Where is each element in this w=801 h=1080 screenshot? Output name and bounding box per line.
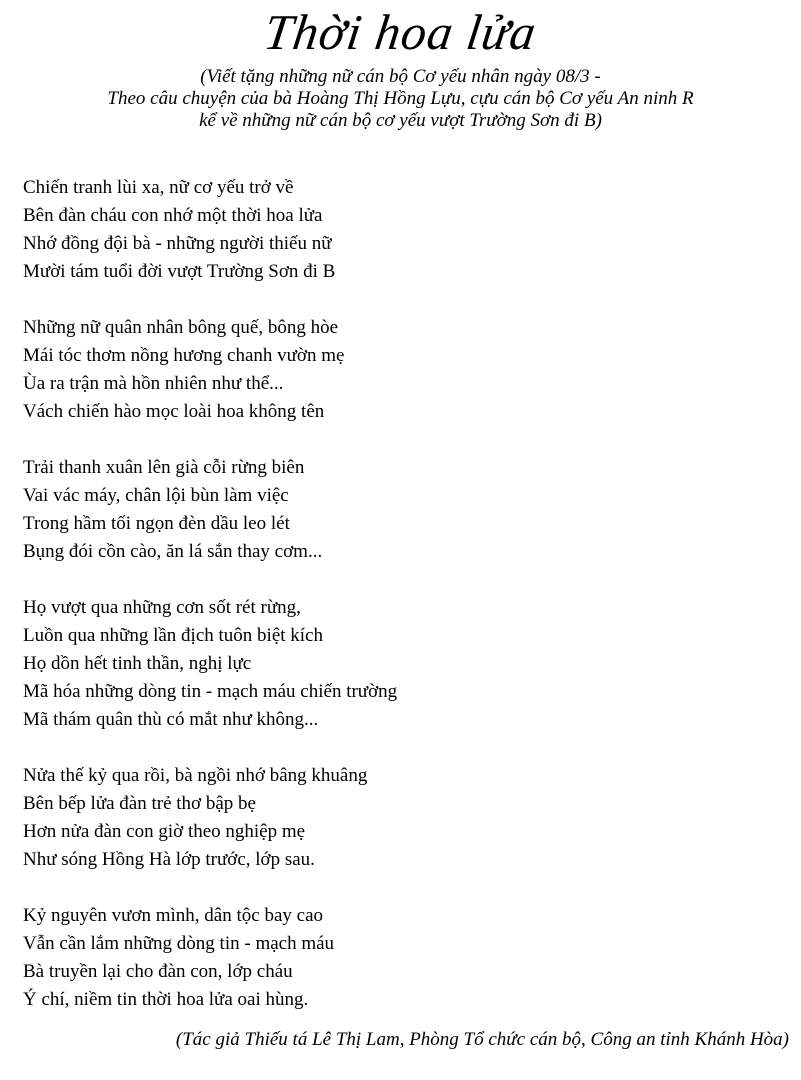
stanza [23, 174, 783, 286]
poem-body [23, 174, 783, 1042]
verse-line: Những nữ quân nhân bông quế, bông hòe [23, 317, 339, 338]
verse-line: Bên bếp lửa đàn trẻ thơ bập bẹ [23, 793, 256, 814]
verse-line: Chiến tranh lùi xa, nữ cơ yếu trở về [23, 177, 294, 198]
stanza [23, 762, 783, 874]
verse-line: Luồn qua những lần địch tuôn biệt kích [23, 625, 323, 646]
verse-line: Vách chiến hào mọc loài hoa không tên [23, 401, 325, 422]
verse-line: Như sóng Hồng Hà lớp trước, lớp sau. [23, 849, 315, 870]
verse-line: Mã hóa những dòng tin - mạch máu chiến trường [23, 681, 398, 702]
dedication-line: Theo câu chuyện của bà Hoàng Thị Hồng Lựu, cựu cán bộ Cơ yếu An ninh R [107, 88, 694, 109]
verse-line: Mười tám tuổi đời vượt Trường Sơn đi B [23, 261, 336, 282]
stanza [23, 454, 783, 566]
stanza [23, 314, 783, 426]
verse-line: Họ vượt qua những cơn sốt rét rừng, [23, 597, 301, 618]
verse-line: Bụng đói cồn cào, ăn lá sắn thay cơm... [23, 541, 323, 562]
stanza [23, 902, 783, 1014]
poem-dedication [0, 66, 801, 132]
verse-line: Bên đàn cháu con nhớ một thời hoa lửa [23, 205, 323, 226]
verse-line: Trải thanh xuân lên già cỗi rừng biên [23, 457, 305, 478]
dedication-line: (Viết tặng những nữ cán bộ Cơ yếu nhân ngày 08/3 - [200, 66, 601, 87]
verse-line: Hơn nửa đàn con giờ theo nghiệp mẹ [23, 821, 306, 842]
verse-line: Mã thám quân thù có mắt như không... [23, 709, 319, 730]
dedication-line: kể về những nữ cán bộ cơ yếu vượt Trường Sơn đi B) [199, 110, 602, 131]
stanza [23, 594, 783, 734]
verse-line: Mái tóc thơm nồng hương chanh vườn mẹ [23, 345, 345, 366]
verse-line: Họ dồn hết tinh thần, nghị lực [23, 653, 252, 674]
verse-line: Kỷ nguyên vươn mình, dân tộc bay cao [23, 905, 324, 926]
verse-line: Vai vác máy, chân lội bùn làm việc [23, 485, 289, 506]
verse-line: Trong hầm tối ngọn đèn dầu leo lét [23, 513, 290, 534]
verse-line: Ùa ra trận mà hồn nhiên như thể... [23, 373, 284, 394]
author-credit: (Tác giả Thiếu tá Lê Thị Lam, Phòng Tổ chức cán bộ, Công an tỉnh Khánh Hòa) [175, 1029, 789, 1050]
verse-line: Ý chí, niềm tin thời hoa lửa oai hùng. [23, 989, 309, 1010]
poem-title: Thời hoa lửa [260, 4, 541, 60]
verse-line: Bà truyền lại cho đàn con, lớp cháu [23, 961, 293, 982]
verse-line: Nhớ đồng đội bà - những người thiếu nữ [23, 233, 332, 254]
verse-line: Vẫn cần lắm những dòng tin - mạch máu [23, 933, 335, 954]
verse-line: Nửa thế kỷ qua rồi, bà ngồi nhớ bâng khuâng [23, 765, 368, 786]
